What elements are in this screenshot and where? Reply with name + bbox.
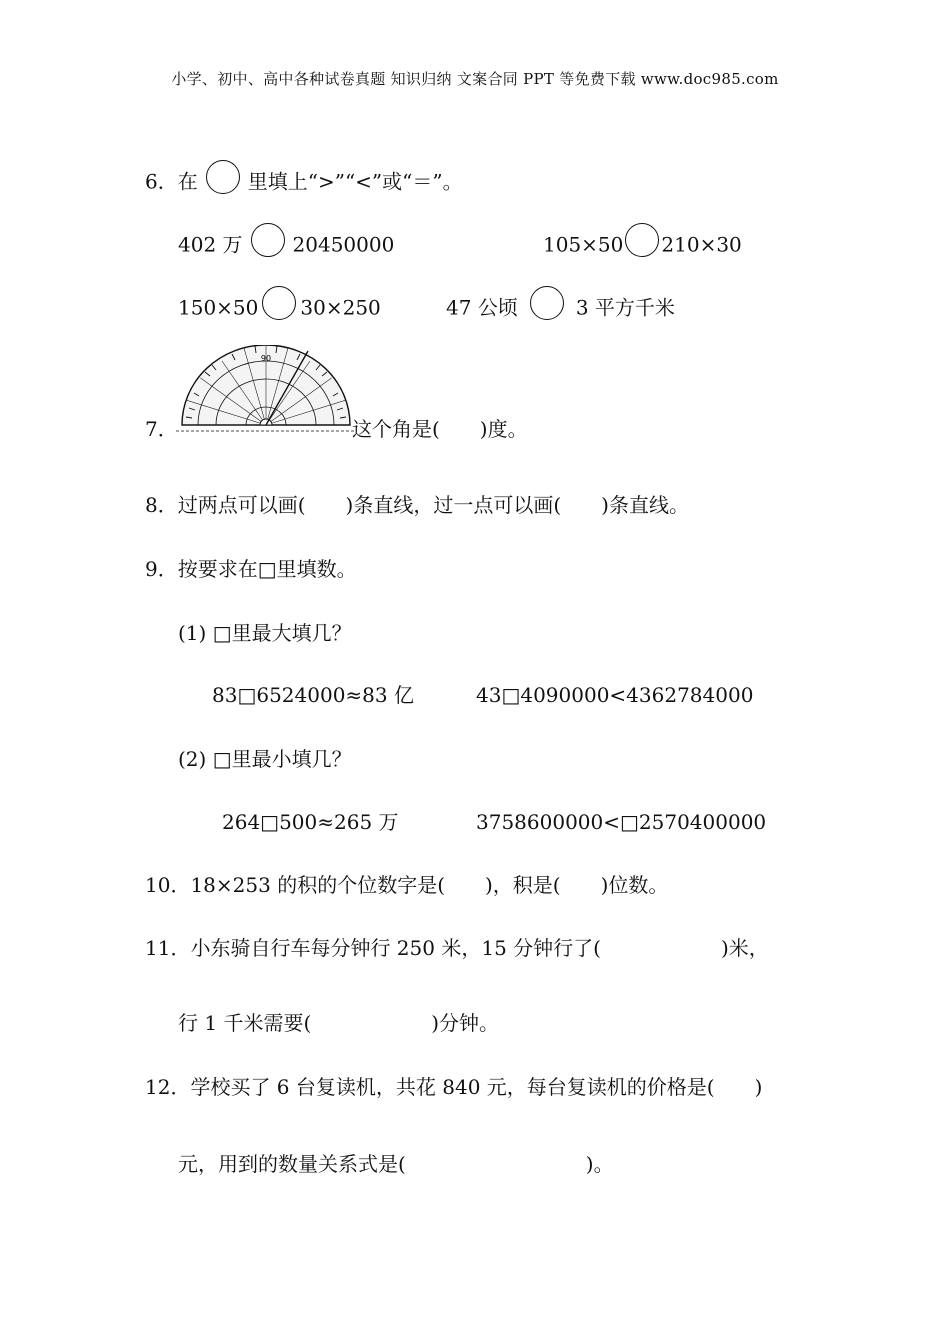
answer-circle-icon[interactable] <box>530 286 564 320</box>
item-right-value: 3 平方千米 <box>575 295 675 320</box>
question-6-prefix: 在 <box>177 169 198 194</box>
question-8-text: 过两点可以画( )条直线，过一点可以画( )条直线。 <box>177 493 689 517</box>
question-11-line-2: 行 1 千米需要( )分钟。 <box>178 1011 500 1035</box>
page-header: 小学、初中、高中各种试卷真题 知识归纳 文案合同 PPT 等免费下载 www.doc985.com <box>171 70 779 88</box>
question-9 <box>145 555 357 583</box>
question-9-text: 按要求在□里填数。 <box>177 557 357 581</box>
protractor-label: 90 <box>260 354 272 363</box>
answer-circle-icon[interactable] <box>262 286 296 320</box>
question-7-number: 7． <box>145 417 178 441</box>
question-6-item-1 <box>178 229 394 263</box>
protractor-icon <box>176 345 356 431</box>
question-9-part-2-label: (2) □里最小填几？ <box>178 747 352 771</box>
item-right-value: 20450000 <box>292 232 395 257</box>
protractor-figure <box>176 345 356 437</box>
question-10-number: 10． <box>145 873 191 897</box>
item-left-value: 105×50 <box>543 232 624 257</box>
item-left-value: 47 公顷 <box>446 295 518 320</box>
question-12-text: 学校买了 6 台复读机，共花 840 元，每台复读机的价格是( ) <box>190 1075 763 1099</box>
item-right-value: 210×30 <box>661 232 742 257</box>
question-9-part-2-a: 264□500≈265 万 <box>222 810 399 834</box>
question-12-line-2: 元，用到的数量关系式是( )。 <box>178 1152 614 1176</box>
answer-circle-icon <box>206 160 240 194</box>
question-10-text: 18×253 的积的个位数字是( )，积是( )位数。 <box>190 873 669 897</box>
item-right-value: 30×250 <box>300 295 381 320</box>
question-8 <box>145 491 689 519</box>
question-6-suffix: 里填上“>”“<”或“＝”。 <box>247 169 463 194</box>
question-9-part-1-b: 43□4090000<4362784000 <box>476 683 754 707</box>
question-6-item-4 <box>446 292 675 326</box>
question-6-number: 6． <box>145 169 178 194</box>
question-7-text: 这个角是( )度。 <box>352 417 528 441</box>
question-9-number: 9． <box>145 557 178 581</box>
question-11-line-1 <box>145 934 769 962</box>
answer-circle-icon[interactable] <box>625 223 659 257</box>
question-12-number: 12． <box>145 1075 191 1099</box>
question-10 <box>145 871 668 899</box>
item-left-value: 150×50 <box>178 295 259 320</box>
question-8-number: 8． <box>145 493 178 517</box>
question-9-part-2-b: 3758600000<□2570400000 <box>476 810 767 834</box>
question-6-prompt <box>145 166 463 200</box>
question-9-part-1-a: 83□6524000≈83 亿 <box>212 683 414 707</box>
question-12-line-1 <box>145 1073 762 1101</box>
question-11-number: 11． <box>145 936 191 960</box>
answer-circle-icon[interactable] <box>251 223 285 257</box>
item-left-value: 402 万 <box>178 232 243 257</box>
question-11-text: 小东骑自行车每分钟行 250 米，15 分钟行了( )米， <box>190 936 769 960</box>
question-6-item-3 <box>178 292 381 326</box>
question-9-part-1-label: (1) □里最大填几？ <box>178 621 352 645</box>
question-6-item-2 <box>543 229 742 263</box>
